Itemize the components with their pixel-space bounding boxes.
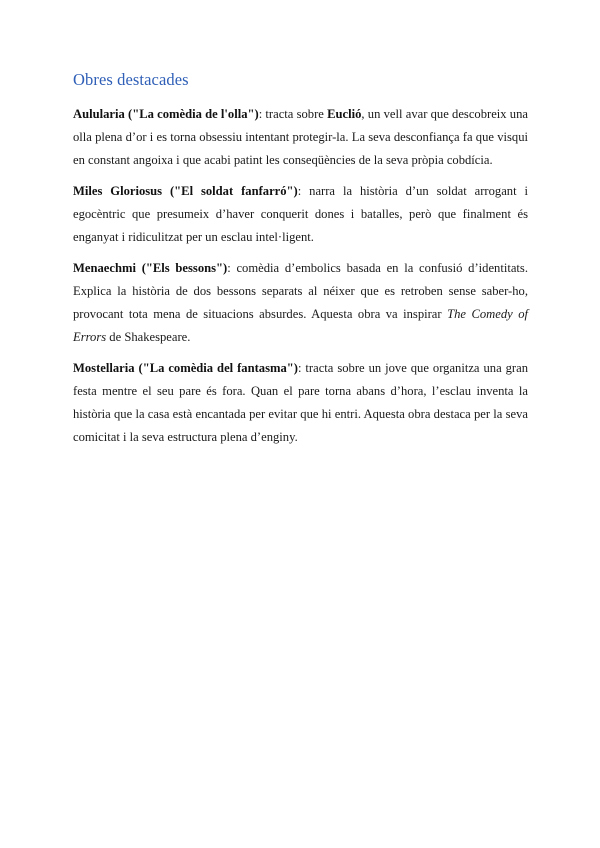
entry-mostellaria	[73, 357, 528, 449]
entry-title: Aulularia ("La comèdia de l'olla")	[73, 107, 259, 121]
entry-title: Mostellaria ("La comèdia del fantasma")	[73, 361, 298, 375]
entry-miles-gloriosus	[73, 180, 528, 249]
entry-text: , un vell avar que descobreix una olla plena d’or i es torna obsessiu intentant protegir-la. La seva desconfiança fa que visqui en constant angoixa i que acabi patint les conseqüències de la seva pròpia cobdícia.	[73, 107, 528, 167]
entry-text: : narra la història d’un soldat arrogant i egocèntric que presumeix d’haver conquerit dones i batalles, però que finalment és enganyat i ridiculitzat per un esclau intel·ligent.	[73, 184, 528, 244]
document-content	[73, 70, 528, 457]
entry-text: de Shakespeare.	[106, 330, 191, 344]
entry-text: : tracta sobre	[258, 107, 328, 121]
character-name: Euclió	[327, 107, 362, 121]
entry-title: Miles Gloriosus ("El soldat fanfarró")	[73, 184, 298, 198]
entry-text: : tracta sobre un jove que organitza una gran festa mentre el seu pare és fora. Quan el pare torna abans d’hora, l’esclau inventa la història que la casa està encantada per evitar que hi entri. Aquesta obra destaca per la seva comicitat i la seva estructura plena d’enginy.	[73, 361, 528, 444]
entry-text: : comèdia d’embolics basada en la confusió d’identitats. Explica la història de dos bessons separats al néixer que es retroben sense saber-ho, provocant tota mena de situacions absurdes. Aquesta obra va inspirar	[73, 261, 528, 321]
section-heading: Obres destacades	[73, 70, 189, 89]
entry-aulularia	[73, 103, 528, 172]
work-title: The Comedy of Errors	[73, 307, 528, 344]
entry-menaechmi	[73, 257, 528, 349]
entry-title: Menaechmi ("Els bessons")	[73, 261, 228, 275]
